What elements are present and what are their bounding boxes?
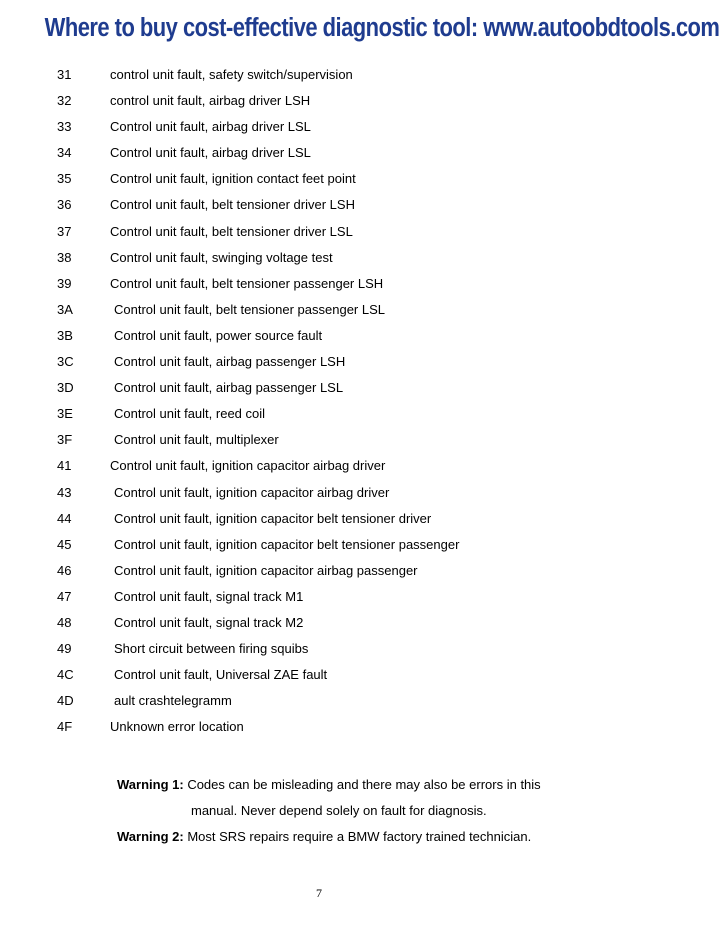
fault-code: 48 xyxy=(57,614,72,630)
fault-code: 36 xyxy=(57,197,72,213)
fault-code-list xyxy=(0,64,638,742)
fault-code-row xyxy=(0,429,638,455)
fault-description: Control unit fault, airbag passenger LSH xyxy=(114,354,346,370)
fault-code-row xyxy=(0,638,638,664)
warning-1-label: Warning 1: xyxy=(117,777,184,792)
fault-code: 39 xyxy=(57,275,72,291)
fault-code-row xyxy=(0,90,638,116)
fault-code: 47 xyxy=(57,588,72,604)
fault-code: 49 xyxy=(57,641,72,657)
fault-description: Control unit fault, airbag passenger LSL xyxy=(114,380,344,396)
fault-description: Control unit fault, ignition capacitor belt tensioner passenger xyxy=(114,536,460,552)
fault-code-row xyxy=(0,560,638,586)
fault-description: Control unit fault, belt tensioner driver LSL xyxy=(110,223,353,239)
fault-code-row xyxy=(0,690,638,716)
warning-2 xyxy=(117,824,581,850)
fault-code: 45 xyxy=(57,536,72,552)
fault-code-row xyxy=(0,716,638,742)
warning-2-label: Warning 2: xyxy=(117,829,184,844)
fault-description: Control unit fault, multiplexer xyxy=(114,432,279,448)
fault-description: Control unit fault, swinging voltage test xyxy=(110,249,333,265)
fault-code-row xyxy=(0,116,638,142)
fault-code: 3E xyxy=(57,406,73,422)
fault-description: ault crashtelegramm xyxy=(114,693,232,709)
warnings-block xyxy=(117,772,581,850)
warning-1 xyxy=(117,772,581,798)
fault-code: 3D xyxy=(57,380,74,396)
fault-code: 41 xyxy=(57,458,72,474)
warning-2-text: Most SRS repairs require a BMW factory trained technician. xyxy=(187,829,532,844)
fault-code: 35 xyxy=(57,171,72,187)
fault-description: control unit fault, safety switch/supervision xyxy=(110,67,353,82)
fault-code: 3F xyxy=(57,432,73,448)
fault-code: 38 xyxy=(57,249,72,265)
fault-code: 3B xyxy=(57,327,73,343)
fault-code-row xyxy=(0,325,638,351)
fault-code: 44 xyxy=(57,510,72,526)
fault-code-row xyxy=(0,377,638,403)
fault-code-row xyxy=(0,403,638,429)
warning-1-text: Codes can be misleading and there may also be errors in this xyxy=(187,777,541,792)
fault-code-row xyxy=(0,351,638,377)
warning-1-continuation: manual. Never depend solely on fault for diagnosis. xyxy=(191,803,487,818)
header-banner: Where to buy cost-effective diagnostic tool: www.autoobdtools.com xyxy=(44,14,719,42)
fault-code: 43 xyxy=(57,484,72,500)
fault-code: 4F xyxy=(57,719,73,735)
fault-code: 3A xyxy=(57,301,73,317)
fault-code-row xyxy=(0,455,638,481)
fault-code: 4C xyxy=(57,667,74,683)
fault-code-row xyxy=(0,221,638,247)
fault-description: Control unit fault, signal track M2 xyxy=(114,614,304,630)
fault-code-row xyxy=(0,168,638,194)
fault-description: Short circuit between firing squibs xyxy=(114,641,309,657)
fault-description: Unknown error location xyxy=(110,719,244,735)
fault-description: Control unit fault, ignition capacitor airbag driver xyxy=(110,458,386,474)
fault-code: 4D xyxy=(57,693,74,709)
fault-description: Control unit fault, ignition contact feet point xyxy=(110,171,356,187)
fault-code: 34 xyxy=(57,145,72,161)
fault-description: Control unit fault, power source fault xyxy=(114,327,323,343)
fault-code: 3C xyxy=(57,354,74,370)
fault-description: Control unit fault, airbag driver LSL xyxy=(110,119,311,135)
fault-code-row xyxy=(0,273,638,299)
fault-description: Control unit fault, ignition capacitor airbag passenger xyxy=(114,562,418,578)
fault-code-row xyxy=(0,247,638,273)
fault-description: Control unit fault, airbag driver LSL xyxy=(110,145,311,161)
fault-description: Control unit fault, reed coil xyxy=(114,406,266,422)
fault-code: 46 xyxy=(57,562,72,578)
fault-code-row xyxy=(0,194,638,220)
fault-code: 33 xyxy=(57,119,72,135)
fault-code-row xyxy=(0,64,638,90)
fault-description: Control unit fault, ignition capacitor belt tensioner driver xyxy=(114,510,432,526)
fault-description: Control unit fault, belt tensioner passenger LSL xyxy=(114,301,386,317)
page-number: 7 xyxy=(316,886,322,900)
fault-description: control unit fault, airbag driver LSH xyxy=(110,93,311,109)
fault-description: Control unit fault, belt tensioner passenger LSH xyxy=(110,275,384,291)
fault-description: Control unit fault, signal track M1 xyxy=(114,588,304,604)
fault-code: 31 xyxy=(57,67,72,82)
fault-code-row xyxy=(0,299,638,325)
fault-code-row xyxy=(0,142,638,168)
fault-code-row xyxy=(0,586,638,612)
fault-code-row xyxy=(0,664,638,690)
fault-description: Control unit fault, belt tensioner driver LSH xyxy=(110,197,355,213)
fault-code-row xyxy=(0,482,638,508)
fault-code: 37 xyxy=(57,223,72,239)
fault-code-row xyxy=(0,534,638,560)
fault-code-row xyxy=(0,508,638,534)
fault-description: Control unit fault, ignition capacitor airbag driver xyxy=(114,484,390,500)
fault-description: Control unit fault, Universal ZAE fault xyxy=(114,667,328,683)
fault-code: 32 xyxy=(57,93,72,109)
fault-code-row xyxy=(0,612,638,638)
